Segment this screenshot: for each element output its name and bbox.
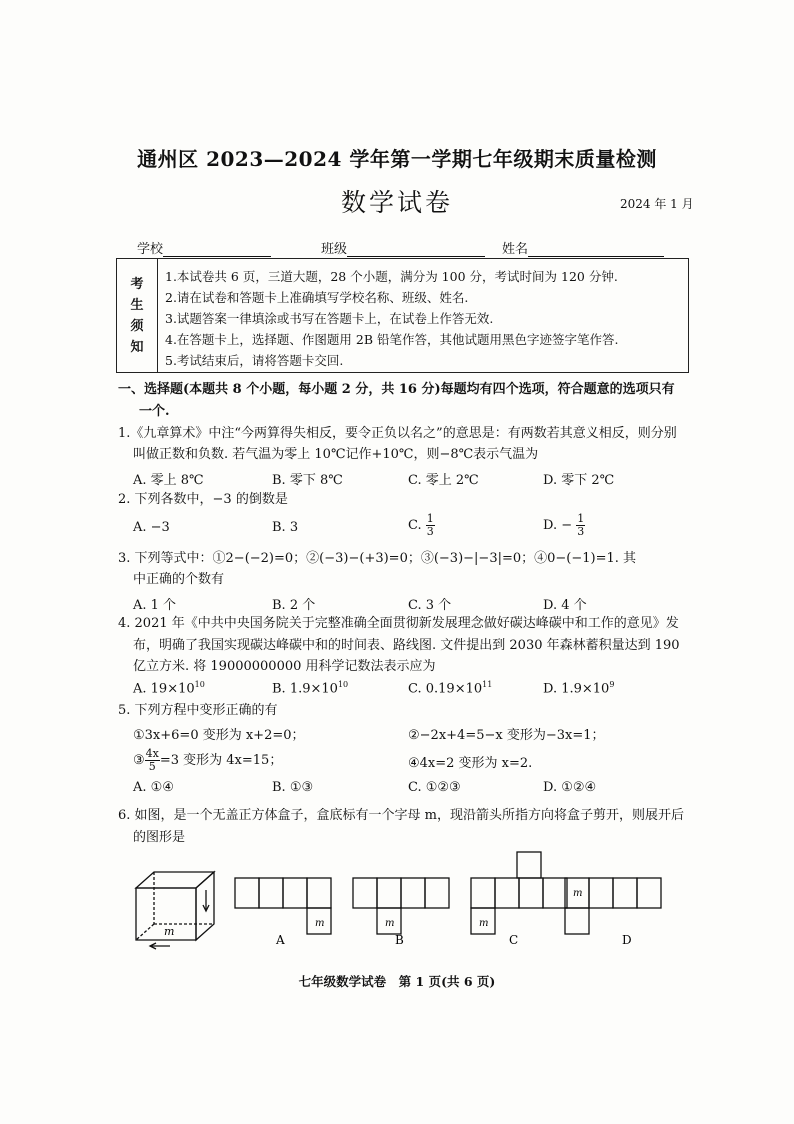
open-box-figure [136,872,214,949]
q5-fraction: $\frac{4x}{5}$ [145,747,159,773]
net-d-letter: m [573,888,583,899]
q5-statement-2: ②−2x+4=5−x 变形为−3x=1； [408,728,605,743]
q5-statement-4: ④4x=2 变形为 x=2. [408,756,533,771]
q2-line1: 2. 下列各数中，−3 的倒数是 [118,492,288,507]
school-field [137,238,271,257]
q4-option-d: D. $1.9\times 10^9$ [543,680,615,697]
notice-item: 5.考试结束后，请将答题卡交回. [165,353,344,368]
class-field [321,238,485,257]
class-label: 班级 [321,242,348,257]
section-heading: 一、选择题(本题共 8 个小题，每小题 2 分，共 16 分)每题均有四个选项，符合题意的选项只有 [118,382,675,397]
q2-option-c: C. $\frac{1}{3}$ [408,512,434,538]
q3-option-c: C. 3 个 [408,598,452,613]
notice-head: 考 生 须 知 [117,259,158,372]
q1-option-b: B. 零下 8℃ [272,473,343,488]
q2-option-d: D. − $\frac{1}{3}$ [543,512,585,538]
q4-option-b: B. $1.9\times 10^{10}$ [272,680,349,697]
notice-item: 4.在答题卡上，选择题、作图题用 2B 铅笔作答，其他试题用黑色字迹签字笔作答. [165,332,619,347]
net-c-label: C [509,933,519,947]
name-field [502,238,664,257]
q2-option-c-fraction: $\frac{1}{3}$ [426,512,434,538]
notice-item: 2.请在试卷和答题卡上准确填写学校名称、班级、姓名. [165,290,469,305]
notice-item: 3.试题答案一律填涂或书写在答题卡上，在试卷上作答无效. [165,311,494,326]
q1-line2: 叫做正数和负数. 若气温为零上 10℃记作+10℃，则−8℃表示气温为 [133,447,539,462]
q5-option-a: A. ①④ [133,780,174,795]
q5-line1: 5. 下列方程中变形正确的有 [118,703,278,718]
net-a-label: A [276,933,285,947]
q2-option-d-fraction: $\frac{1}{3}$ [577,512,585,538]
q2-option-a: A. −3 [133,520,170,535]
name-blank [528,242,664,257]
q4-line2: 布，明确了我国实现碳达峰碳中和的时间表、路线图. 文件提出到 2030 年森林蓄积量达到 190 [133,638,680,653]
q5-option-b: B. ①③ [272,780,314,795]
exam-title: 通州区 2023—2024 学年第一学期七年级期末质量检测 [137,147,657,171]
q5-statement-3: ③ $\frac{4x}{5}$ =3 变形为 4x=15； [133,747,283,773]
q4-line3: 亿立方米. 将 19000000000 用科学记数法表示应为 [133,659,436,674]
q1-option-d: D. 零下 2℃ [543,473,615,488]
q1-option-c: C. 零上 2℃ [408,473,479,488]
q1-option-a: A. 零上 8℃ [133,473,204,488]
box-letter: m [164,925,175,938]
exam-date: 2024 年 1 月 [620,197,694,211]
page-footer: 七年级数学试卷 第 1 页(共 6 页) [298,974,496,989]
school-label: 学校 [137,242,164,257]
q4-option-a: A. $19\times 10^{10}$ [133,680,205,697]
section-heading-cont: 一个. [139,404,170,419]
exam-subtitle: 数学试卷 [340,188,453,217]
q6-line2: 的图形是 [133,830,186,845]
net-d [565,878,661,934]
q3-line2: 中正确的个数有 [133,572,225,587]
q6-line1: 6. 如图，是一个无盖正方体盒子，盒底标有一个字母 m，现沿箭头所指方向将盒子剪开，则展开后 [118,808,684,823]
q3-line1: 3. 下列等式中：①2−(−2)=0；②(−3)−(+3)=0；③(−3)−|−3|=0；④0−(−1)=1. 其 [118,551,637,566]
net-a-letter: m [315,918,325,929]
net-b [353,878,449,934]
q5-statement-1: ①3x+6=0 变形为 x+2=0； [133,728,305,743]
net-d-label: D [622,933,632,947]
q6-figures [0,840,794,950]
q5-option-c: C. ①②③ [408,780,461,795]
net-b-letter: m [385,918,395,929]
q5-option-d: D. ①②④ [543,780,597,795]
class-blank [347,242,485,257]
notice-list [165,266,619,371]
q3-option-b: B. 2 个 [272,598,316,613]
notice-box [116,258,689,373]
notice-item: 1.本试卷共 6 页，三道大题，28 个小题，满分为 100 分，考试时间为 120 分钟. [165,269,618,284]
q2-option-b: B. 3 [272,520,299,535]
q4-line1: 4. 2021 年《中共中央国务院关于完整准确全面贯彻新发展理念做好碳达峰碳中和工作的意见》发 [118,616,679,631]
net-c-letter: m [479,918,489,929]
net-b-label: B [395,933,404,947]
q1-line1: 1.《九章算术》中注“今两算得失相反，要令正负以名之”的意思是：有两数若其意义相反，则分别 [118,426,677,441]
name-label: 姓名 [502,242,529,257]
q3-option-d: D. 4 个 [543,598,587,613]
q3-option-a: A. 1 个 [133,598,177,613]
q4-option-c: C. $0.19\times 10^{11}$ [408,680,493,697]
school-blank [163,242,271,257]
